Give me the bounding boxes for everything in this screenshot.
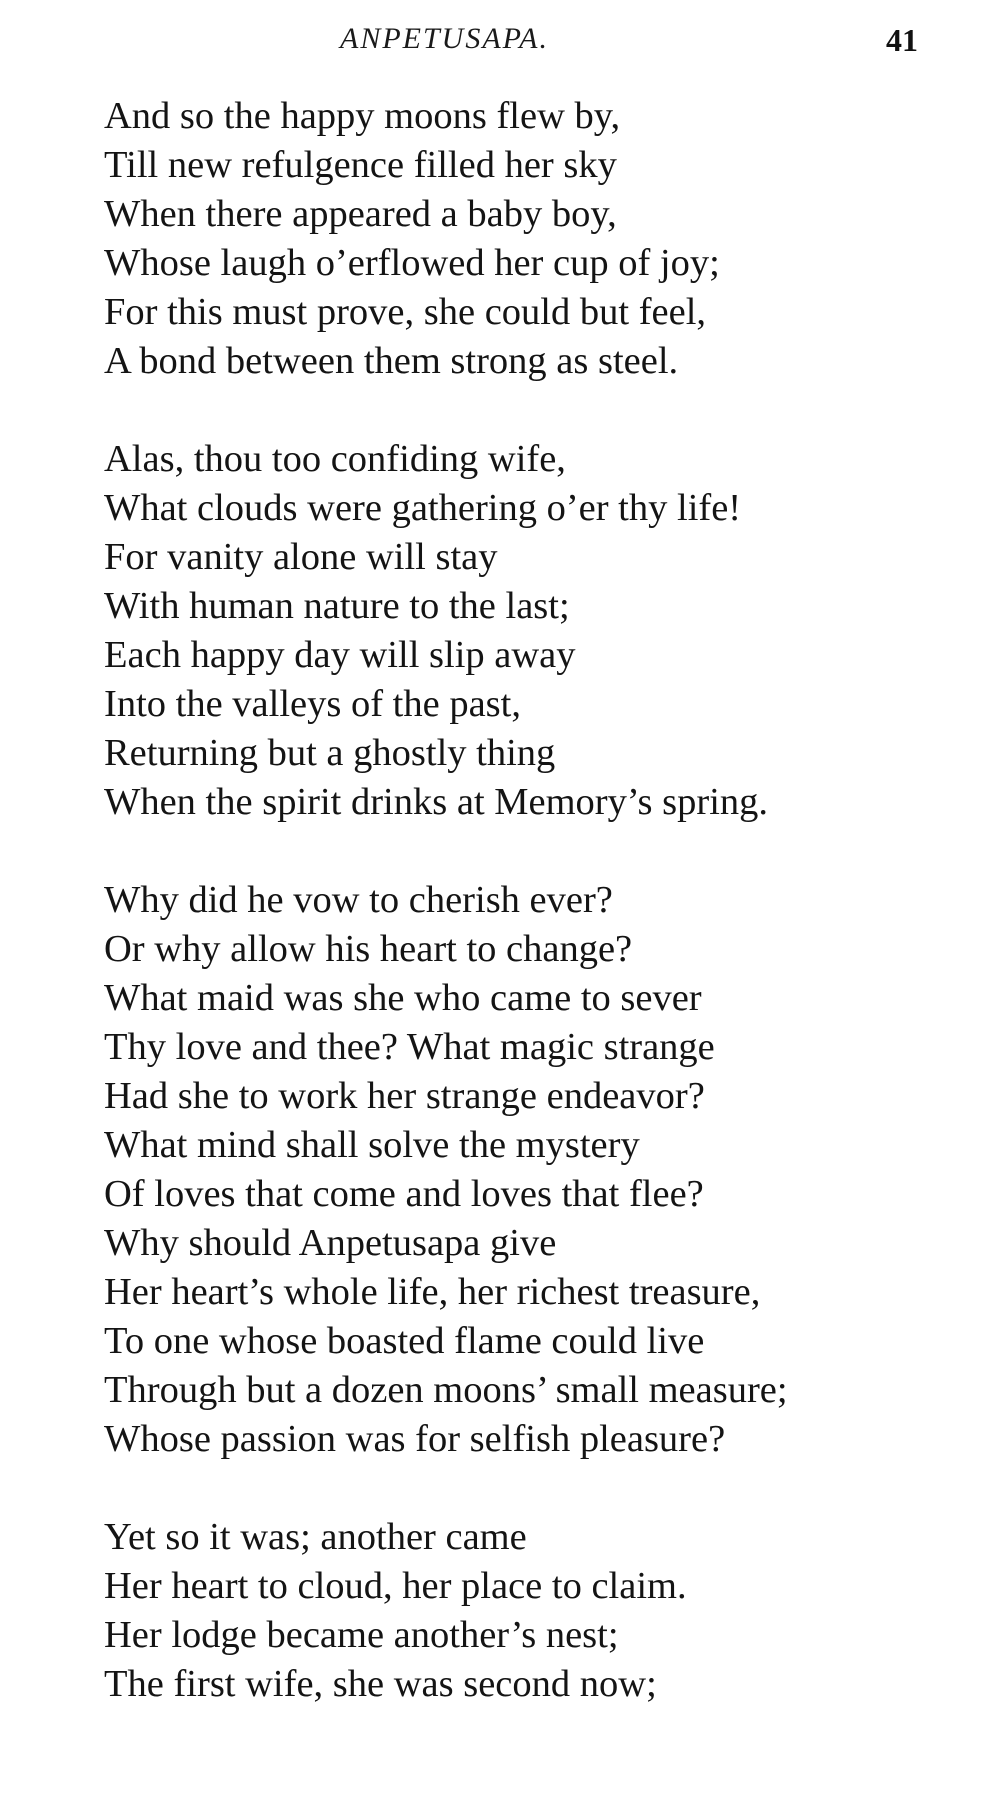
poem-line: And so the happy moons flew by, <box>104 95 621 137</box>
poem-line: When the spirit drinks at Memory’s spring. <box>104 781 769 823</box>
poem-line: Why should Anpetusapa give <box>104 1222 557 1264</box>
poem-line: With human nature to the last; <box>104 585 570 627</box>
poem-line: Her lodge became another’s nest; <box>104 1614 619 1656</box>
poem-line: What clouds were gathering o’er thy life! <box>104 487 742 529</box>
poem-line: Her heart to cloud, her place to claim. <box>104 1565 687 1607</box>
poem-line: Had she to work her strange endeavor? <box>104 1075 705 1117</box>
poem-line: A bond between them strong as steel. <box>104 340 679 382</box>
stanza-3 <box>104 876 984 1464</box>
poem-line: Thy love and thee? What magic strange <box>104 1026 715 1068</box>
poem-line: Or why allow his heart to change? <box>104 928 633 970</box>
poem-line: Till new refulgence filled her sky <box>104 144 617 186</box>
poem-line: Returning but a ghostly thing <box>104 732 556 774</box>
poem-line: What mind shall solve the mystery <box>104 1124 640 1166</box>
poem-line: For vanity alone will stay <box>104 536 498 578</box>
stanza-1 <box>104 92 984 386</box>
stanza-2 <box>104 435 984 827</box>
poem-line: Into the valleys of the past, <box>104 683 521 725</box>
poem-line: What maid was she who came to sever <box>104 977 702 1019</box>
page-number: 41 <box>886 22 918 58</box>
poem-line: To one whose boasted flame could live <box>104 1320 705 1362</box>
poem-line: Yet so it was; another came <box>104 1516 527 1558</box>
poem-line: Whose passion was for selfish pleasure? <box>104 1418 726 1460</box>
poem-line: Why did he vow to cherish ever? <box>104 879 613 921</box>
poem-line: Of loves that come and loves that flee? <box>104 1173 704 1215</box>
poem-line: Through but a dozen moons’ small measure; <box>104 1369 788 1411</box>
poem-line: When there appeared a baby boy, <box>104 193 617 235</box>
running-head <box>0 22 1000 62</box>
poem-line: Whose laugh o’erflowed her cup of joy; <box>104 242 720 284</box>
poem-line: The first wife, she was second now; <box>104 1663 657 1705</box>
running-title: ANPETUSAPA. <box>340 22 549 55</box>
poem-line: For this must prove, she could but feel, <box>104 291 707 333</box>
poem-line: Alas, thou too confiding wife, <box>104 438 566 480</box>
stanza-4 <box>104 1513 984 1709</box>
poem-line: Her heart’s whole life, her richest treasure, <box>104 1271 761 1313</box>
poem-line: Each happy day will slip away <box>104 634 576 676</box>
poem-body <box>104 92 984 1709</box>
